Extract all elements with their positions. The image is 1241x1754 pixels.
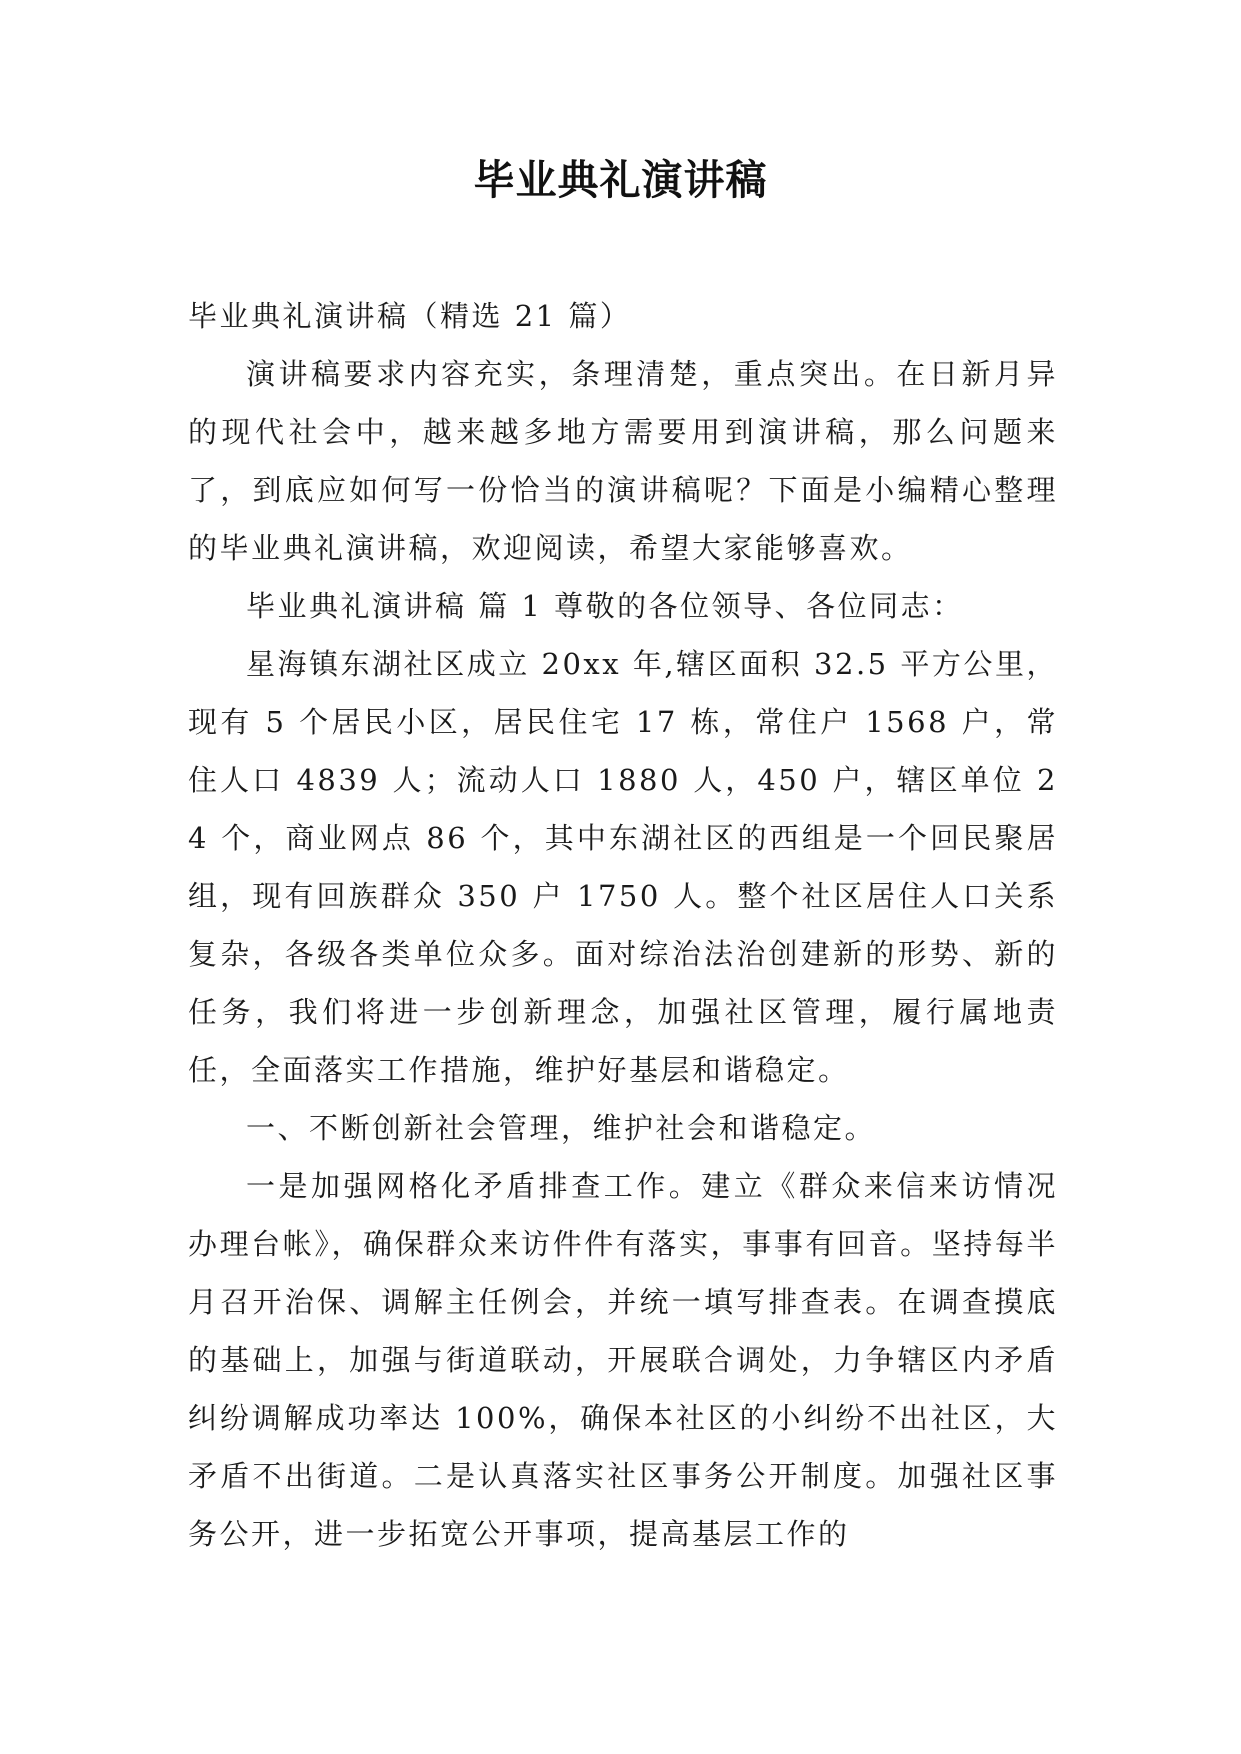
section-heading: 一、不断创新社会管理，维护社会和谐稳定。	[246, 1111, 877, 1145]
intro-paragraph: 演讲稿要求内容充实，条理清楚，重点突出。在日新月异的现代社会中，越来越多地方需要用到演讲稿，那么问题来了，到底应如何写一份恰当的演讲稿呢？下面是小编精心整理的毕业典礼演讲稿，欢迎阅读，希望大家能够喜欢。	[188, 357, 1058, 565]
body-paragraph: 一是加强网格化矛盾排查工作。建立《群众来信来访情况办理台帐》，确保群众来访件件有落实，事事有回音。坚持每半月召开治保、调解主任例会，并统一填写排查表。在调查摸底的基础上，加强与街道联动，开展联合调处，力争辖区内矛盾纠纷调解成功率达 100%，确保本社区的小纠纷不出社区，大矛盾不出街道。二是认真落实社区事务公开制度。加强社区事务公开，进一步拓宽公开事项，提高基层工作的	[188, 1169, 1058, 1551]
document-body	[188, 287, 1058, 1563]
document-title: 毕业典礼演讲稿	[473, 156, 768, 204]
salutation-paragraph: 毕业典礼演讲稿 篇 1 尊敬的各位领导、各位同志：	[246, 589, 964, 623]
body-paragraph: 星海镇东湖社区成立 20xx 年,辖区面积 32.5 平方公里，现有 5 个居民小区，居民住宅 17 栋，常住户 1568 户，常住人口 4839 人；流动人口 1880 人，450 户，辖区单位 24 个，商业网点 86 个，其中东湖社区的西组是一个回民聚居组，现有回族群众 350 户 1750 人。整个社区居住人口关系复杂，各级各类单位众多。面对综治法治创建新的形势、新的任务，我们将进一步创新理念，加强社区管理，履行属地责任，全面落实工作措施，维护好基层和谐稳定。	[188, 647, 1058, 1087]
document-subtitle: 毕业典礼演讲稿（精选 21 篇）	[188, 299, 632, 333]
